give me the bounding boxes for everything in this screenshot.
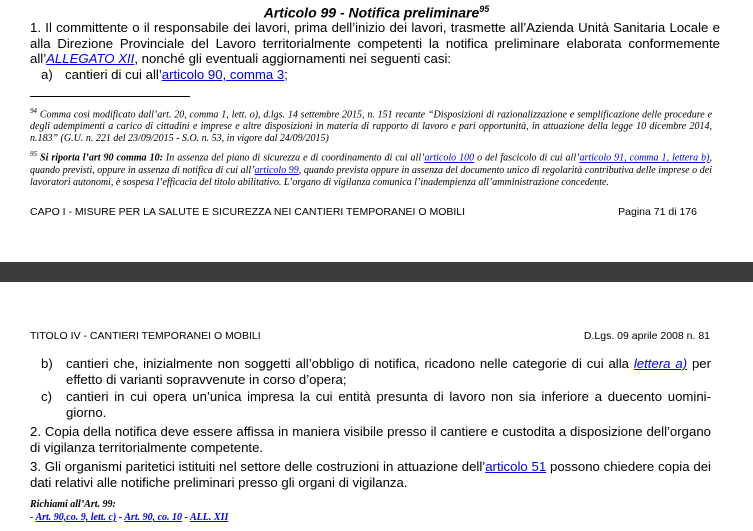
richiami-separator: - [182,512,191,523]
document-page-71 [0,0,753,262]
richiamo-all-xii-link[interactable]: ALL. XII [190,512,229,523]
paragraph-3-end: possono chiedere copia dei dati relativi alle notifiche preliminari presso gli organi di vigilanza. [30,459,711,490]
paragraph-3 [30,459,711,490]
footnote-95-bold: Si riporta l’art 90 comma 10: [40,152,163,164]
header-law-reference: D.Lgs. 09 aprile 2008 n. 81 [583,330,710,342]
footnote-95-number: 95 [30,150,37,159]
page-separator [0,262,753,282]
list-item-b-body: cantieri che, inizialmente non soggetti all’obbligo di notifica, ricadono nelle categorie di cui alla [66,356,634,371]
paragraph-1-text-end: , nonché gli eventuali aggiornamenti nei seguenti casi: [134,51,452,66]
list-item-b-label: b) [41,356,53,371]
articolo-100-link[interactable]: articolo 100 [424,152,475,164]
list-item-b-text [66,356,711,387]
list-item-a-end: ; [284,67,288,82]
footnote-95-text-b: o del fascicolo di cui all’ [474,152,580,164]
header-title: TITOLO IV - CANTIERI TEMPORANEI O MOBILI [30,330,261,342]
article-title-text: Articolo 99 - Notifica preliminare [263,4,480,21]
richiamo-art-90-co-9-link[interactable]: Art. 90,co. 9, lett. c) [35,512,117,523]
footnote-95-text-d: , quando prevista oppure in assenza del documento unico di regolarità contributiva delle imprese o dei lavoratori autonomi, è sospesa l’efficacia del titolo abilitativo. L’organo di vigilanza comunica l’inadempienza all’amministrazione concedente. [30,164,712,188]
richiami-separator: - [116,512,125,523]
footnote-95-text-a: In assenza del piano di sicurezza e di coordinamento di cui all’ [162,152,425,164]
document-page-72 [0,282,753,531]
footnote-94 [30,105,712,145]
footnotes [30,105,712,192]
footnote-divider [30,96,190,97]
paragraph-3-text: 3. Gli organismi paritetici istituiti nel settore delle costruzioni in attuazione dell’ [30,459,486,474]
article-title [0,4,753,21]
footer-page-number: Pagina 71 di 176 [618,206,697,218]
articolo-99-link[interactable]: articolo 99 [254,164,299,176]
richiami-label: Richiami all’Art. 99: [30,499,116,510]
list-item-c-text: cantieri in cui opera un’unica impresa la cui entità presunta di lavoro non sia inferiore a duecento uomini-giorno. [66,389,711,420]
footnote-95-text-c: , quando previsti, oppure in assenza di notifica di cui all’ [30,152,713,176]
list-item-c-label: c) [41,389,52,404]
list-item-a [41,67,288,82]
lettera-a-link[interactable]: lettera a) [633,356,688,371]
richiami-prefix: - [30,512,36,523]
footnote-95 [30,148,712,188]
list-item-b-end: per effetto di varianti sopravvenute in corso d’opera; [66,356,712,387]
articolo-91-link[interactable]: articolo 91, comma 1, lettera b) [579,152,710,164]
articolo-90-comma-3-link[interactable]: articolo 90, comma 3 [161,67,285,82]
richiamo-art-90-co-10-link[interactable]: Art. 90, co. 10 [124,512,183,523]
paragraph-1 [30,20,720,67]
list-item-c [41,389,711,420]
allegato-xii-link[interactable]: ALLEGATO XII [46,51,135,66]
richiami-links [30,511,228,524]
footnote-94-number: 94 [30,107,37,115]
richiami-section [30,498,228,524]
paragraph-1-text: 1. Il committente o il responsabile dei lavori, prima dell’inizio dei lavori, trasmette all’Azienda Unità Sanitaria Locale e alla Direzione Provinciale del Lavoro territorialmente competenti la notifica preliminare elaborata conformemente all’ [30,20,720,66]
list-items-continued [41,356,711,422]
list-item-a-text: cantieri di cui all’ [65,67,162,82]
page-footer [30,206,697,218]
page-header [30,330,710,342]
footnote-94-text: Comma così modificato dall’art. 20, comma 1, lett. o), d.lgs. 14 settembre 2015, n. 151 recante “Disposizioni di razionalizzazione e semplificazione delle procedure e degli adempimenti a carico di cittadini e imprese e altre disposizioni in materia di rapporto di lavoro e pari opportunità, in attuazione della legge 10 dicembre 2014, n.183” (G.U. n. 221 del 23/09/2015 - S.O. n. 53, in vigore dal 24/09/2015) [30,109,713,145]
articolo-51-link[interactable]: articolo 51 [485,459,547,474]
footnote-ref-95[interactable]: 95 [479,4,490,14]
list-item-b [41,356,711,387]
footer-chapter: CAPO I - MISURE PER LA SALUTE E SICUREZZA NEI CANTIERI TEMPORANEI O MOBILI [30,206,466,218]
paragraph-2: 2. Copia della notifica deve essere affissa in maniera visibile presso il cantiere e custodita a disposizione dell’organo di vigilanza territorialmente competente. [30,424,711,455]
list-item-a-label: a) [41,67,53,82]
